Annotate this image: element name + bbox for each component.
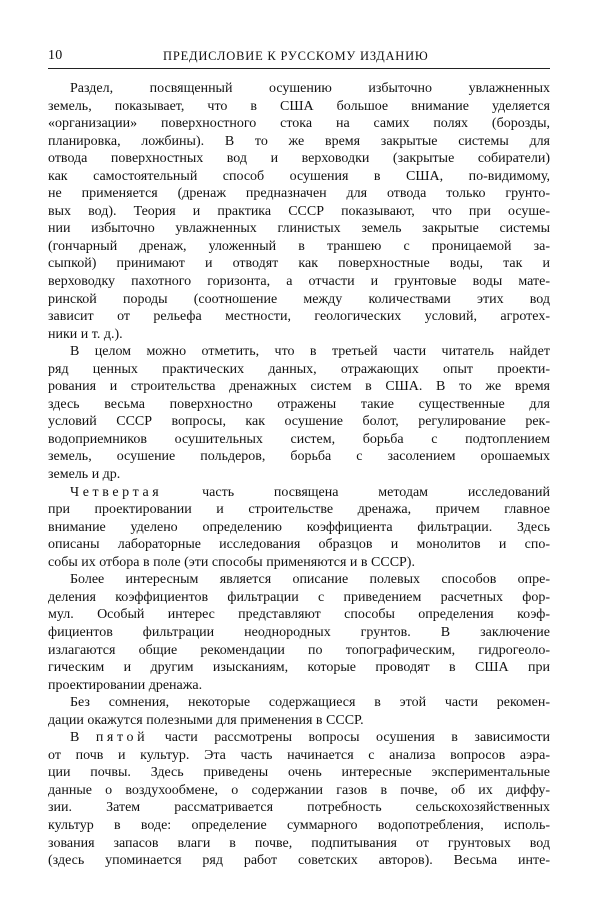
text-line: при проектировании и строительстве дренажа, причем главное (48, 502, 550, 518)
text-line: Раздел, посвященный осушению избыточно увлажненных (70, 81, 550, 96)
text-line: как самостоятельный способ осушения в США, по-видимому, (48, 168, 550, 184)
text-line: нии избыточно увлажненных глинистых земель закрытые системы (48, 221, 550, 237)
text-line: ники и т. д.). (48, 326, 123, 342)
text-line: зии. Затем рассматривается потребность сельскохозяйственных (48, 800, 550, 816)
text-line: фициентов фильтрации неоднородных грунтов. В заключение (48, 624, 550, 640)
text-line: ринской породы (соотношение между количествами этих вод (48, 291, 550, 307)
page-number: 10 (48, 48, 63, 63)
text-line: (гончарный дренаж, уложенный в траншею с проницаемой за- (48, 238, 550, 254)
text-line: не применяется (дренаж предназначен для отвода только грунто- (48, 186, 550, 202)
text-line (48, 729, 550, 747)
text-line: (здесь упоминается ряд работ советских авторов). Весьма инте- (48, 853, 550, 869)
paragraph-third-part (48, 343, 550, 483)
paragraph-field-methods (48, 571, 550, 694)
text-line: земель, осушение польдеров, борьба с засолением орошаемых (48, 449, 550, 465)
line-continuation: части рассмотрены вопросы осушения в зависимости (148, 730, 550, 746)
text-line: вых вод). Теория и практика СССР показывают, что при осуше- (48, 203, 550, 219)
paragraph-drainage-section (48, 80, 550, 343)
text-line: верховодку пахотного горизонта, а отчасти и грунтовые воды мате- (48, 274, 550, 290)
text-line: описаны лабораторные исследования образцов и монолитов и спо- (48, 537, 550, 553)
line-prefix: В (70, 730, 96, 746)
text-line: мул. Особый интерес представляют способы определения коэф- (48, 607, 550, 623)
line-continuation: часть посвящена методам исследований (162, 484, 550, 500)
text-line: дации окажутся полезными для применения в СССР. (48, 712, 364, 728)
emphasized-word: пятой (95, 730, 149, 746)
emphasized-word: Четвертая (70, 484, 163, 500)
text-line: деления коэффициентов фильтрации с приведением расчетных фор- (48, 589, 550, 605)
text-line: зования запасов влаги в почве, подпитывания от грунтовых вод (48, 835, 550, 851)
text-line: водоприемников осушительных систем, борьба с подтоплением (48, 431, 550, 447)
text-line: здесь весьма поверхностно отражены такие существенные для (48, 396, 550, 412)
text-line: ции почвы. Здесь приведены очень интересные экспериментальные (48, 765, 550, 781)
paragraph-fourth-part (48, 484, 550, 572)
paragraph-recommendations (48, 694, 550, 729)
text-line: данные о воздухообмене, о содержании газов в почве, об их диффу- (48, 782, 550, 798)
text-line: «организации» поверхностного стока на самих полях (борозды, (48, 116, 550, 132)
text-line: Без сомнения, некоторые содержащиеся в этой части рекомен- (70, 695, 550, 711)
text-line: излагаются общие рекомендации по топографическим, гидрогеоло- (48, 642, 550, 658)
page-header (48, 44, 550, 69)
text-line: Более интересным является описание полевых способов опре- (70, 572, 550, 588)
text-line: сыпкой) принимают и отводят как поверхностные воды, так и (48, 256, 550, 272)
body-text (48, 80, 550, 870)
text-line: гическим и другим изысканиям, которые проводят в США при (48, 660, 550, 676)
text-line: внимание уделено определению коэффициента фильтрации. Здесь (48, 519, 550, 535)
text-line: культур в воде: определение суммарного водопотребления, исполь- (48, 817, 550, 833)
text-line: планировка, ложбины). В то же время закрытые системы для (48, 133, 550, 149)
text-line: зависит от рельефа местности, геологических условий, агротех- (48, 309, 550, 325)
text-line: от почв и культур. Эта часть начинается с анализа вопросов аэра- (48, 747, 550, 763)
text-line: ряд ценных практических данных, отражающих опыт проекти- (48, 361, 550, 377)
text-line: отвода поверхностных вод и верховодки (закрытые собиратели) (48, 151, 550, 167)
text-line: условий СССР вопросы, как осушение болот, регулирование рек- (48, 414, 550, 430)
text-line: земель, показывает, что в США большое внимание уделяется (48, 98, 550, 114)
text-line: В целом можно отметить, что в третьей части читатель найдет (70, 344, 550, 360)
text-line: рования и строительства дренажных систем в США. В то же время (48, 379, 550, 395)
paragraph-fifth-part (48, 729, 550, 869)
text-line: проектировании дренажа. (48, 677, 203, 693)
text-line (48, 484, 550, 502)
text-line: земель и др. (48, 467, 121, 483)
text-line: собы их отбора в поле (эти способы применяются и в СССР). (48, 554, 415, 570)
running-head: ПРЕДИСЛОВИЕ К РУССКОМУ ИЗДАНИЮ (163, 49, 429, 63)
